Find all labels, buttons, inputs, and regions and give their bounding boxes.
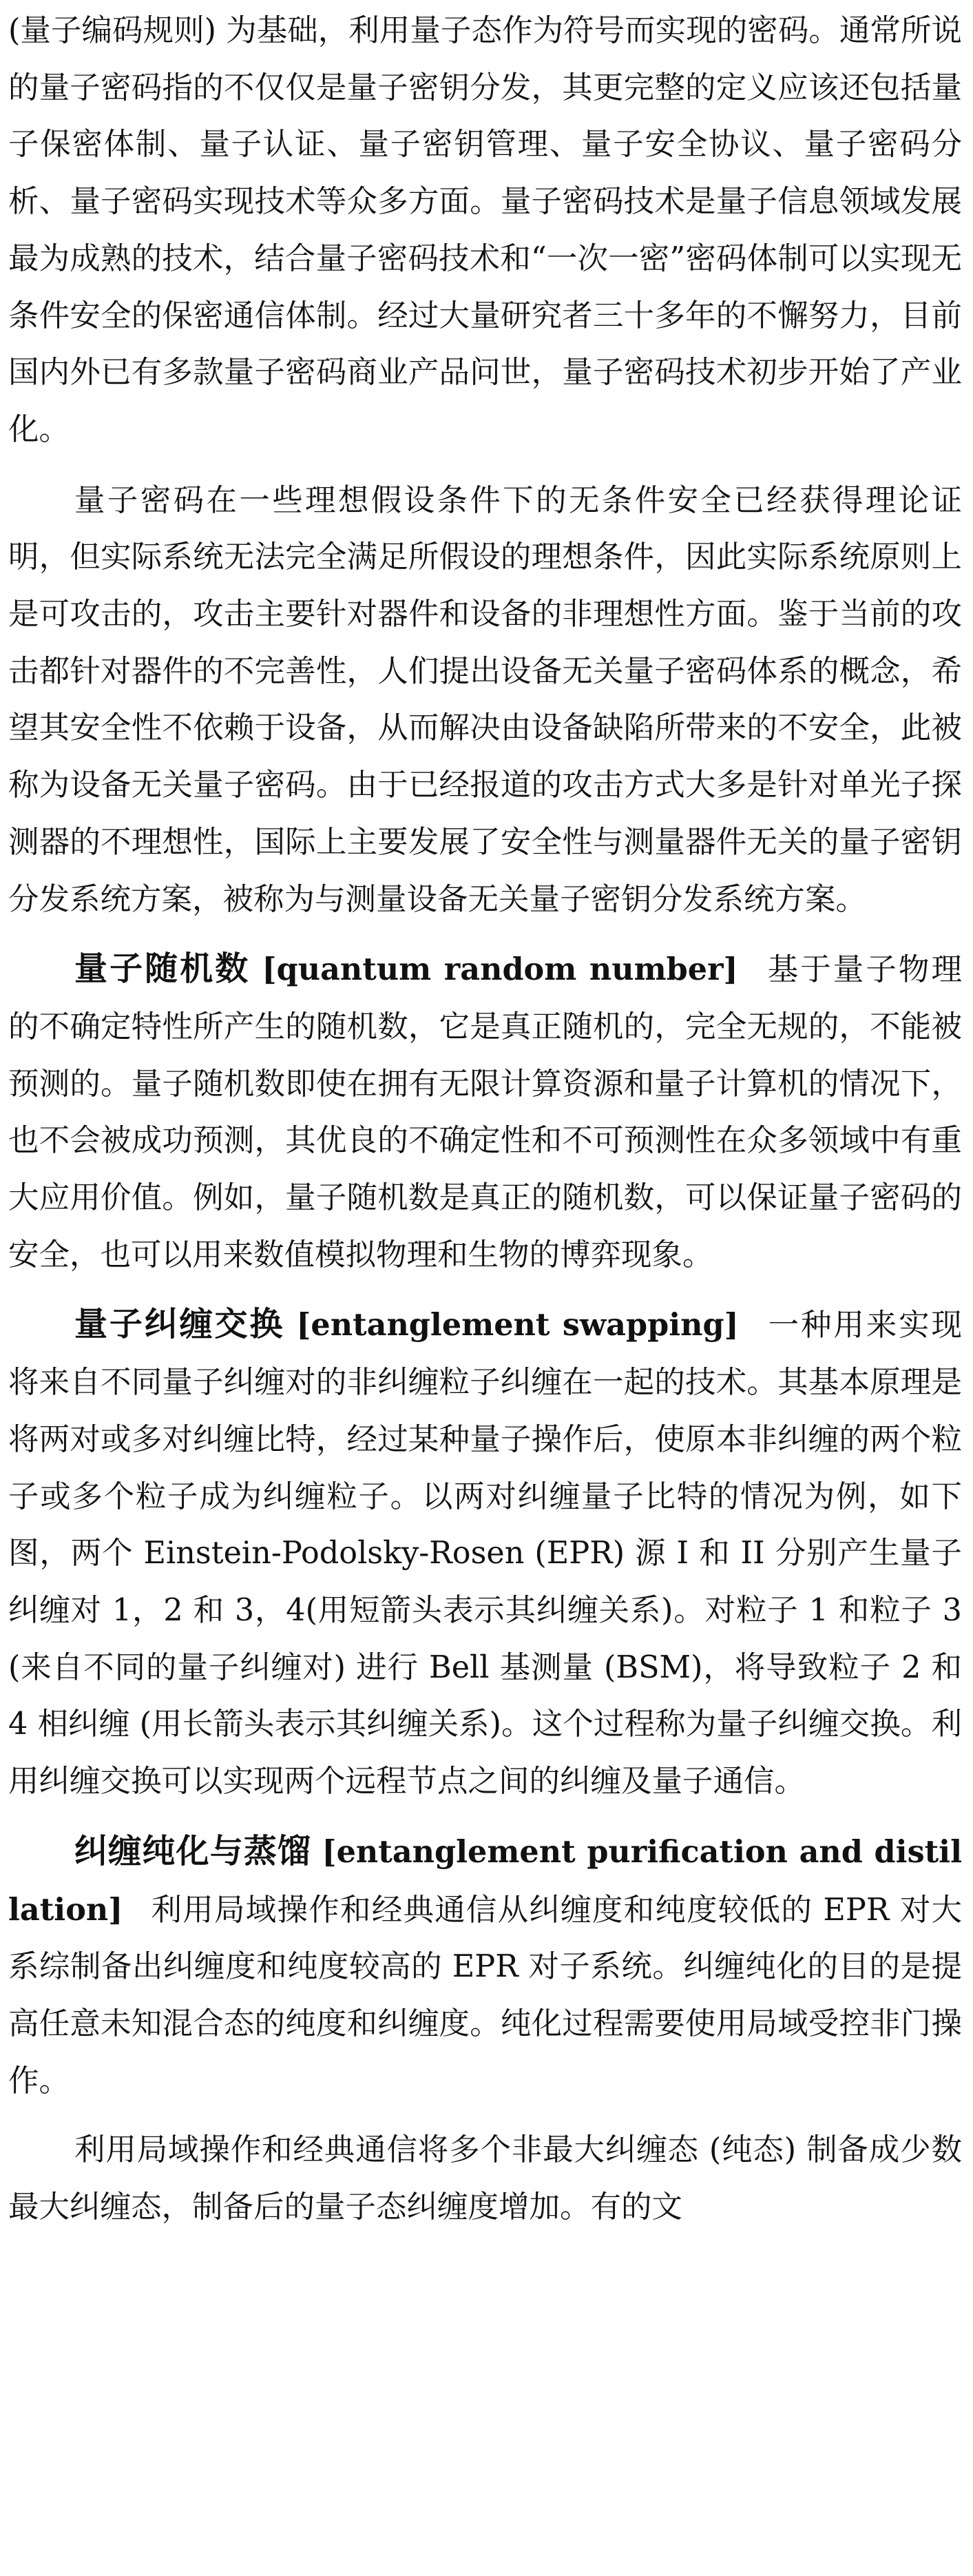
- paragraph-entanglement-concentration: 利用局域操作和经典通信将多个非最大纠缠态 (纯态) 制备成少数最大纠缠态，制备后的量子态纠缠度增加。有的文: [8, 2132, 962, 2225]
- entry-english-term: [entanglement purification and distillation]: [8, 1833, 962, 1928]
- document-page: [8, 3, 962, 2236]
- entry-english-term: [entanglement swapping]: [296, 1307, 739, 1343]
- entry-term: 纠缠纯化与蒸馏: [74, 1831, 312, 1871]
- paragraph-quantum-cryptography-definition: (量子编码规则) 为基础，利用量子态作为符号而实现的密码。通常所说的量子密码指的不仅仅是量子密钥分发，其更完整的定义应该还包括量子保密体制、量子认证、量子密钥管理、量子安全协议、量子密码分析、量子密码实现技术等众多方面。量子密码技术是量子信息领域发展最为成熟的技术，结合量子密码技术和“一次一密”密码体制可以实现无条件安全的保密通信体制。经过大量研究者三十多年的不懈努力，目前国内外已有多款量子密码商业产品问世，量子密码技术初步开始了产业化。: [8, 13, 962, 447]
- entry-entanglement-swapping: [8, 1296, 962, 1810]
- entry-term: 量子随机数: [74, 949, 251, 989]
- paragraph-device-independent: 量子密码在一些理想假设条件下的无条件安全已经获得理论证明，但实际系统无法完全满足所假设的理想条件，因此实际系统原则上是可攻击的，攻击主要针对器件和设备的非理想性方面。鉴于当前的攻击都针对器件的不完善性，人们提出设备无关量子密码体系的概念，希望其安全性不依赖于设备，从而解决由设备缺陷所带来的不安全，此被称为设备无关量子密码。由于已经报道的攻击方式大多是针对单光子探测器的不理想性，国际上主要发展了安全性与测量器件无关的量子密钥分发系统方案，被称为与测量设备无关量子密钥分发系统方案。: [8, 482, 962, 917]
- entry-english-term: [quantum random number]: [262, 951, 738, 988]
- entry-body: 基于量子物理的不确定特性所产生的随机数，它是真正随机的，完全无规的，不能被预测的。量子随机数即使在拥有无限计算资源和量子计算机的情况下，也不会被成功预测，其优良的不确定性和不可预测性在众多领域中有重大应用价值。例如，量子随机数是真正的随机数，可以保证量子密码的安全，也可以用来数值模拟物理和生物的博弈现象。: [8, 952, 962, 1272]
- entry-quantum-random-number: [8, 940, 962, 1284]
- entry-body: 利用局域操作和经典通信从纠缠度和纯度较低的 EPR 对大系综制备出纠缠度和纯度较高的 EPR 对子系统。纠缠纯化的目的是提高任意未知混合态的纯度和纠缠度。纯化过程需要使用局域受控非门操作。: [8, 1892, 962, 2099]
- entry-entanglement-purification: [8, 1823, 962, 2110]
- entry-term: 量子纠缠交换: [74, 1305, 285, 1344]
- entry-body: 一种用来实现将来自不同量子纠缠对的非纠缠粒子纠缠在一起的技术。其基本原理是将两对或多对纠缠比特，经过某种量子操作后，使原本非纠缠的两个粒子或多个粒子成为纠缠粒子。以两对纠缠量子比特的情况为例，如下图，两个 Einstein-Podolsky-Rosen (EPR) 源 I 和 II 分别产生量子纠缠对 1，2 和 3，4(用短箭头表示其纠缠关系)。对粒子 1 和粒子 3(来自不同的量子纠缠对) 进行 Bell 基测量 (BSM)，将导致粒子 2 和 4 相纠缠 (用长箭头表示其纠缠关系)。这个过程称为量子纠缠交换。利用纠缠交换可以实现两个远程节点之间的纠缠及量子通信。: [8, 1308, 962, 1800]
